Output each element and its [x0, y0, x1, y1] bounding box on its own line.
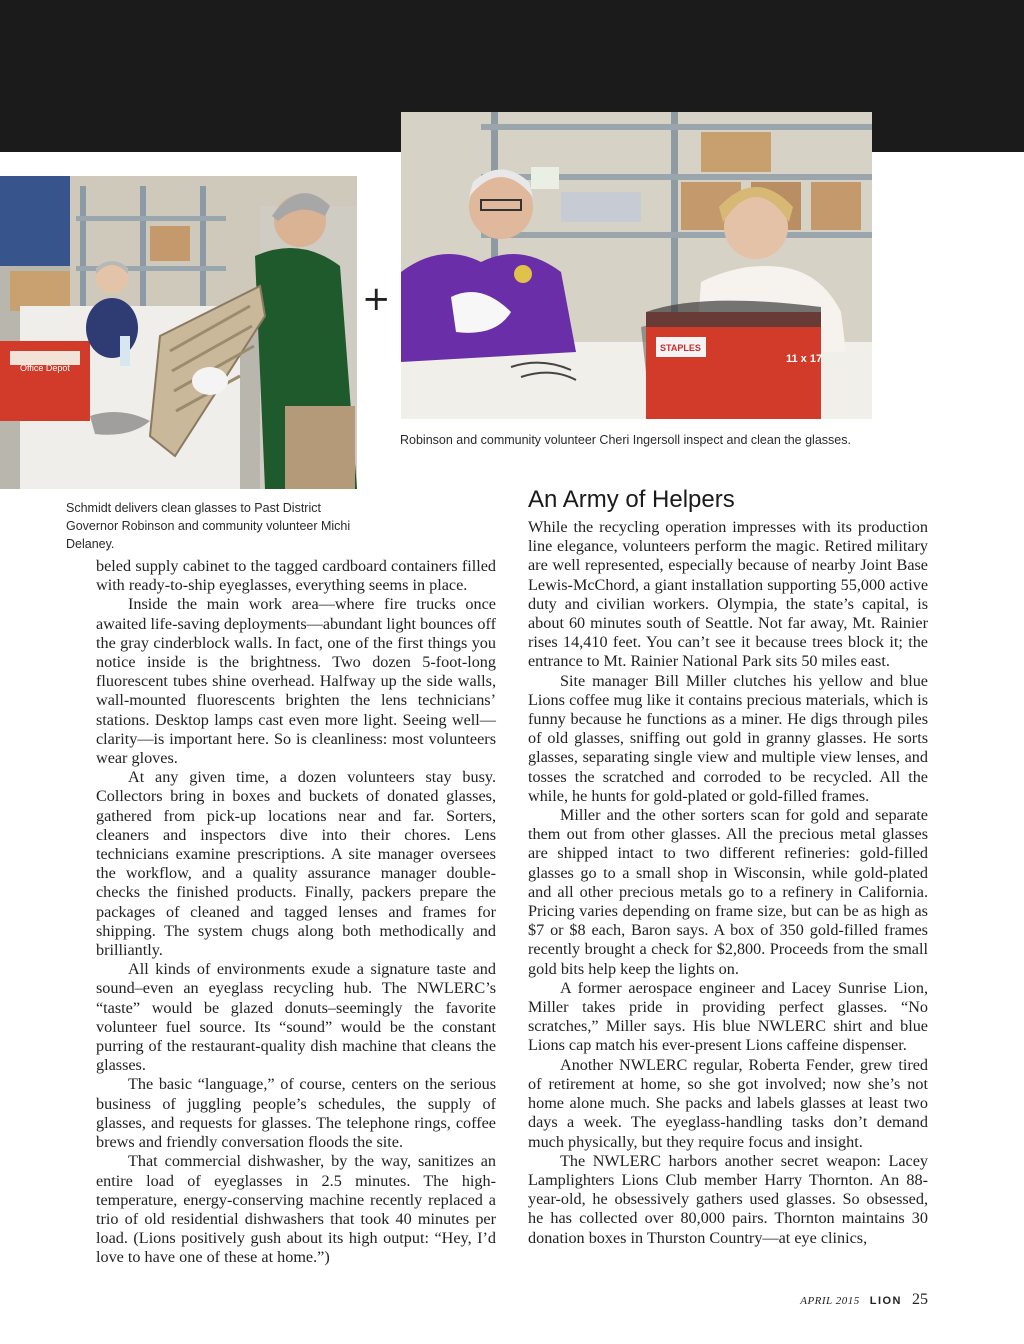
- paragraph: The NWLERC harbors another secret weapon: Lacey Lamplighters Lions Club member Harry Thornton. An 88-year-old, he obsessively gathers used glasses. So obsessed, he has collected over 80,000 pairs. Thornton maintains 30 donation boxes in Thurston Country—at eye clinics,: [528, 1151, 928, 1247]
- paragraph: Miller and the other sorters scan for gold and separate them out from other glasses. All the precious metal glasses are shipped intact to two different refineries: gold-filled glasses go to a small shop in Wisconsin, while gold-plated and all other precious metals go to a refinery in California. Pricing varies depending on frame size, but can be as high as $7 or $8 each, Baron says. A box of 350 gold-filled frames recently brought a check for $2,800. Proceeds from the small gold bits help keep the lights on.: [528, 806, 928, 978]
- photo-schmidt-delivering-glasses: [0, 176, 357, 489]
- paragraph: That commercial dishwasher, by the way, sanitizes an entire load of eyeglasses in 2.5 minutes. The high-temperature, energy-conserving machine recently replaced a trio of old residential dishwashers that took 40 minutes per load. (Lions positively gush about its high output: “Hey, I’d love to have one of these at home.”): [96, 1152, 496, 1267]
- photo-left-box-text: Office Depot: [20, 363, 70, 373]
- paragraph: Site manager Bill Miller clutches his yellow and blue Lions coffee mug like it contains precious materials, which is funny because he functions as a miner. He digs through piles of old glasses, sniffing out gold in granny glasses. He sorts glasses, separating single view and multiple view lenses, and tosses the scratched and corroded to be recycled. All the while, he hunts for gold-plated or gold-filled frames.: [528, 671, 928, 805]
- paragraph: At any given time, a dozen volunteers stay busy. Collectors bring in boxes and buckets of donated glasses, gathered from pick-up locations near and far. Sorters, cleaners and inspectors dive into their chores. Lens technicians examine prescriptions. A site manager oversees the workflow, and a quality assurance manager double-checks the finished products. Finally, packers prepare the packages of cleaned and tagged lenses and frames for shipping. The system chugs along both methodically and brilliantly.: [96, 768, 496, 960]
- photo-left-illustration: [0, 176, 357, 489]
- caption-right-photo: Robinson and community volunteer Cheri Ingersoll inspect and clean the glasses.: [400, 433, 851, 447]
- photo-right-illustration: [401, 112, 872, 419]
- caption-left-photo: Schmidt delivers clean glasses to Past District Governor Robinson and community volunteer Michi Delaney.: [66, 501, 351, 551]
- section-heading: An Army of Helpers: [528, 486, 735, 513]
- paragraph: All kinds of environments exude a signature taste and sound–even an eyeglass recycling hub. The NWLERC’s “taste” would be glazed donuts–seemingly the favorite volunteer fuel source. Its “sound” would be the constant purring of the restaurant-quality dish machine that cleans the glasses.: [96, 960, 496, 1075]
- paragraph: While the recycling operation impresses with its production line elegance, volunteers perform the magic. Retired military are well represented, especially because of nearby Joint Base Lewis-McChord, a giant installation supporting 55,000 active duty and civilian workers. Olympia, the state’s capital, is about 60 minutes south of Seattle. Not far away, Mt. Rainier rises 14,410 feet. You can’t see it because trees block it; the entrance to Mt. Rainier National Park sits 50 miles east.: [528, 518, 928, 671]
- article-column-right: [528, 518, 928, 1248]
- article-column-left: [96, 557, 496, 1268]
- footer-date: APRIL 2015: [800, 1295, 860, 1307]
- page-number: 25: [912, 1291, 928, 1308]
- footer-magazine-name: LION: [869, 1295, 902, 1307]
- paragraph: The basic “language,” of course, centers on the serious business of juggling people’s schedules, the supply of glasses, and requests for glasses. The telephone rings, coffee brews and friendly conversation floods the site.: [96, 1075, 496, 1152]
- paragraph: A former aerospace engineer and Lacey Sunrise Lion, Miller takes pride in providing perfect glasses. “No scratches,” Miller says. His blue NWLERC shirt and blue Lions cap match his ever-present Lions caffeine dispenser.: [528, 978, 928, 1055]
- plus-sign: +: [362, 279, 391, 319]
- photo-right-box-brand: STAPLES: [660, 343, 701, 353]
- page-footer: [800, 1291, 928, 1309]
- photo-robinson-and-ingersoll-cleaning-glasses: [401, 112, 872, 419]
- paragraph: Inside the main work area—where fire trucks once awaited life-saving deployments—abundant light bounces off the gray cinderblock walls. In fact, one of the first things you notice inside is the brightness. Two dozen 5-foot-long fluorescent tubes shine overhead. Halfway up the side walls, wall-mounted fluorescents brighten the lens technicians’ stations. Desktop lamps cast even more light. Seeing well—clarity—is important here. So is cleanliness: most volunteers wear gloves.: [96, 595, 496, 768]
- paragraph: beled supply cabinet to the tagged cardboard containers filled with ready-to-ship eyeglasses, everything seems in place.: [96, 557, 496, 595]
- photo-right-box-size: 11 x 17: [786, 353, 823, 365]
- paragraph: Another NWLERC regular, Roberta Fender, grew tired of retirement at home, so she got involved; now she’s not home alone much. She packs and labels glasses at least two days a week. The eyeglass-handling tasks don’t demand much physically, but they require focus and insight.: [528, 1055, 928, 1151]
